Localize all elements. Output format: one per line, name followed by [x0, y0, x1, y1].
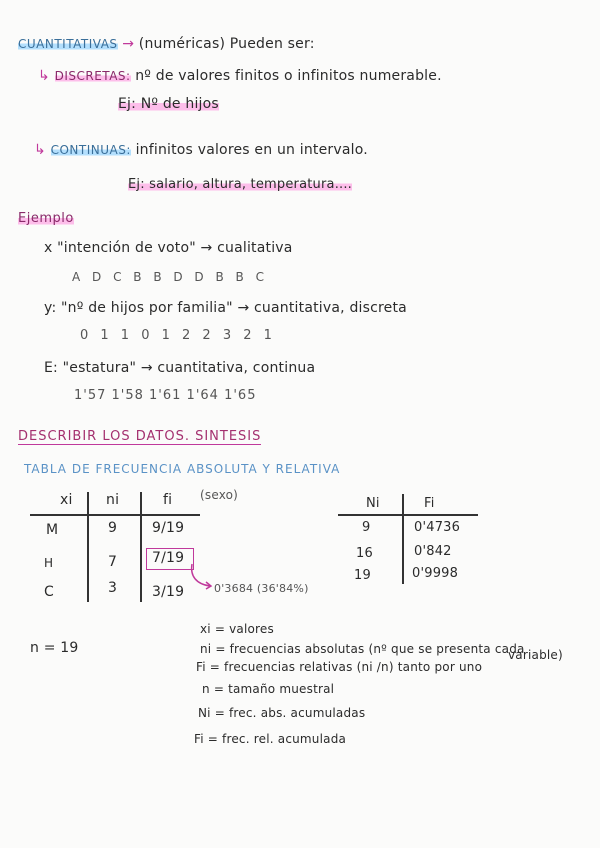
- legend-item: Fi = frec. rel. acumulada: [194, 732, 347, 746]
- table-cell: 9: [108, 520, 118, 536]
- table-cell: 3: [108, 580, 118, 596]
- arrow-icon: →: [122, 36, 135, 52]
- legend-item: n = tamaño muestral: [202, 682, 335, 696]
- table-cell: H: [44, 556, 54, 570]
- legend-item: Fi = frecuencias relativas (ni /n) tanto por uno: [196, 660, 483, 674]
- legend-item: ni = frecuencias absolutas (nº que se presenta cada: [200, 642, 525, 656]
- discretas-line: [38, 68, 442, 84]
- col-header-xi: xi: [60, 492, 73, 508]
- branch-arrow-icon: ↳: [34, 142, 46, 158]
- continuas-line: [34, 142, 368, 158]
- table-cell: 0'842: [414, 544, 452, 559]
- tabla-subtitle: TABLA DE FRECUENCIA ABSOLUTA Y RELATIVA: [24, 462, 341, 476]
- col-header-Fi: Fi: [424, 496, 435, 511]
- col-header-ni: ni: [106, 492, 120, 508]
- table1-divider: [140, 492, 142, 602]
- relative-frequency-note: 0'3684 (36'84%): [214, 582, 309, 595]
- branch-arrow-icon: ↳: [38, 68, 50, 84]
- table-cell: 9/19: [152, 520, 185, 536]
- table-cell: 7: [108, 554, 118, 570]
- discretas-example: Ej: Nº de hijos: [118, 96, 219, 112]
- table2-header-rule: [338, 514, 478, 516]
- numericas-text: (numéricas) Pueden ser:: [138, 36, 315, 52]
- table-cell: 9: [362, 520, 371, 535]
- sexo-label: (sexo): [200, 488, 239, 502]
- e-line: E: "estatura" → cuantitativa, continua: [44, 360, 316, 376]
- table1-header-rule: [30, 514, 200, 516]
- continuas-description: infinitos valores en un intervalo.: [135, 142, 368, 158]
- y-line: y: "nº de hijos por familia" → cuantitativa, discreta: [44, 300, 407, 316]
- discretas-description: nº de valores finitos o infinitos numerable.: [135, 68, 442, 84]
- table-cell: M: [46, 522, 59, 538]
- table1-divider: [87, 492, 89, 602]
- col-header-Ni: Ni: [366, 496, 380, 511]
- table-cell: 3/19: [152, 584, 185, 600]
- table-cell: C: [44, 584, 54, 600]
- x-line: x "intención de voto" → cualitativa: [44, 240, 293, 256]
- sample-size: n = 19: [30, 640, 79, 656]
- table-cell: 19: [354, 568, 371, 583]
- y-values: 0 1 1 0 1 2 2 3 2 1: [80, 328, 276, 343]
- cuantitativas-line: [18, 36, 315, 52]
- continuas-heading: CONTINUAS:: [50, 143, 131, 157]
- e-values: 1'57 1'58 1'61 1'64 1'65: [74, 388, 257, 403]
- table-cell: 0'9998: [412, 566, 459, 581]
- legend-item-continuation: variable): [508, 648, 563, 662]
- table-cell: 0'4736: [414, 520, 461, 535]
- sintesis-title: DESCRIBIR LOS DATOS. SINTESIS: [18, 429, 262, 444]
- col-header-fi: fi: [163, 492, 173, 508]
- continuas-example: Ej: salario, altura, temperatura....: [128, 177, 353, 192]
- table2-divider: [402, 494, 404, 584]
- ejemplo-label: Ejemplo: [18, 211, 74, 226]
- legend-item: xi = valores: [200, 622, 274, 636]
- table-cell: 7/19: [152, 550, 185, 566]
- cuantitativas-heading: CUANTITATIVAS: [18, 37, 118, 51]
- table-cell: 16: [356, 546, 373, 561]
- legend-item: Ni = frec. abs. acumuladas: [198, 706, 366, 720]
- x-values: A D C B B D D B B C: [72, 270, 268, 284]
- discretas-heading: DISCRETAS:: [54, 69, 131, 83]
